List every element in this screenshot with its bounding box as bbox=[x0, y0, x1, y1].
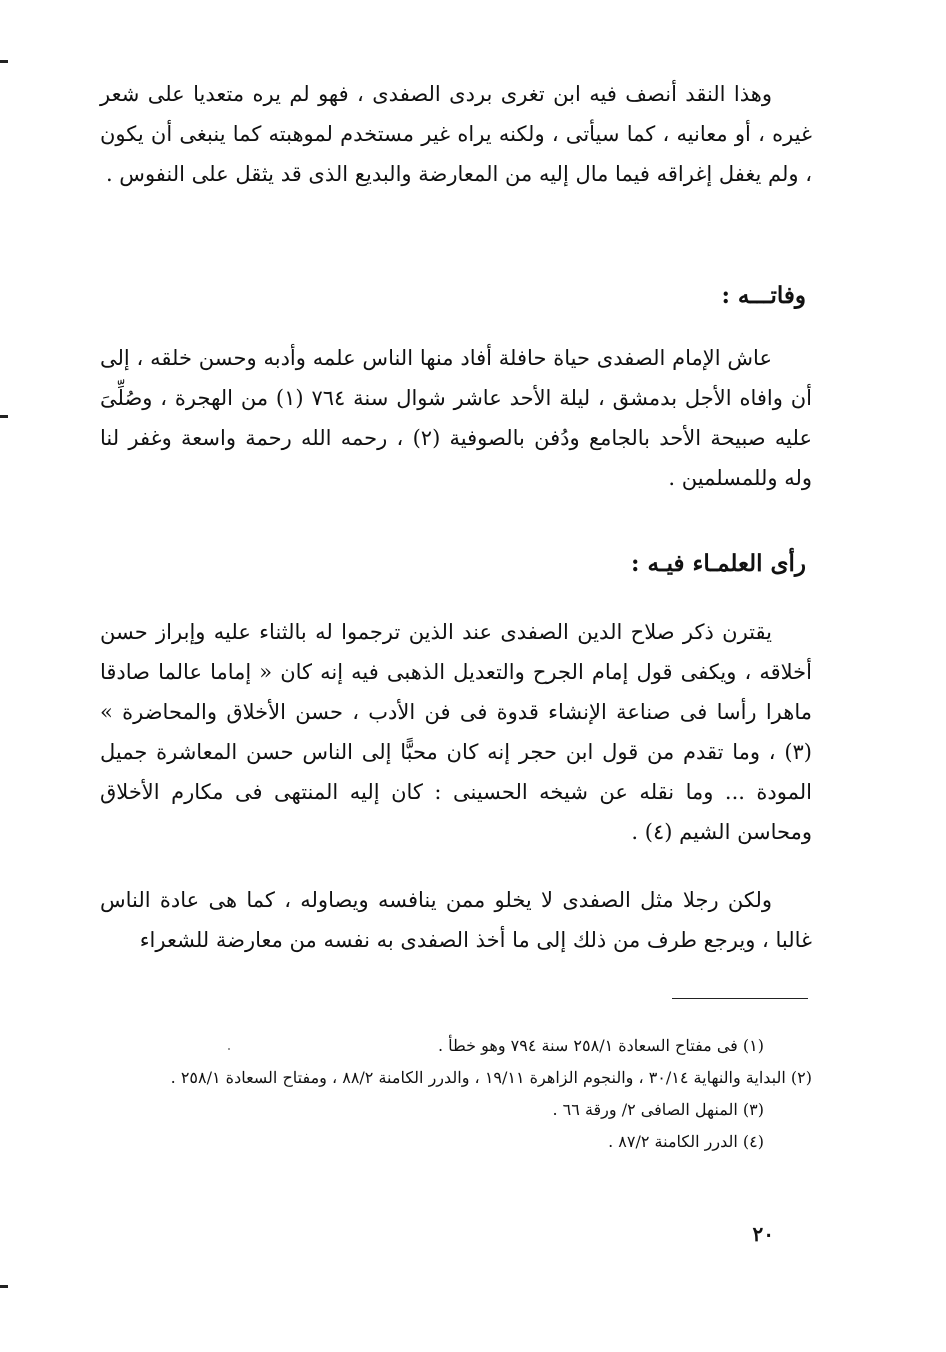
scan-margin-mark bbox=[0, 1285, 8, 1288]
page-number: ٢٠ bbox=[752, 1222, 774, 1246]
paragraph-criticism bbox=[100, 74, 812, 194]
paragraph-scholars-opinion bbox=[100, 612, 812, 852]
paragraph-text: ولكن رجلا مثل الصفدى لا يخلو ممن ينافسه ويصاوله ، كما هى عادة الناس غالبا ، ويرجع طرف من ذلك إلى ما أخذ الصفدى به نفسه من معارضة للشعراء bbox=[100, 888, 812, 952]
paragraph-text: عاش الإمام الصفدى حياة حافلة أفاد منها الناس علمه وأدبه وحسن خلقه ، إلى أن وافاه الأجل بدمشق ، ليلة الأحد عاشر شوال سنة ٧٦٤ (١) من الهجرة ، وصُلِّىَ عليه صبيحة الأحد بالجامع ودُفن بالصوفية (٢) ، رحمه الله رحمة واسعة وغفر لنا وله وللمسلمين . bbox=[100, 346, 812, 490]
paragraph-text: وهذا النقد أنصف فيه ابن تغرى بردى الصفدى ، فهو لم يره متعديا على شعر غيره ، أو معانيه ، كما سيأتى ، ولكنه يراه غير مستخدم لموهبته كما ينبغى أن يكون ، ولم يغفل إغراقه فيما مال إليه من المعارضة والبديع الذى قد يثقل على النفوس . bbox=[100, 82, 812, 186]
footnote-3: (٣) المنهل الصافى ٢/ ورقة ٦٦ . bbox=[552, 1100, 764, 1119]
heading-death: وفاتـــه : bbox=[721, 282, 806, 309]
scan-margin-mark bbox=[0, 415, 8, 418]
paragraph-death bbox=[100, 338, 812, 498]
footnote-2: (٢) البداية والنهاية ٣٠/١٤ ، والنجوم الزاهرة ١٩/١١ ، والدرر الكامنة ٨٨/٢ ، ومفتاح السعادة ٢٥٨/١ . bbox=[170, 1068, 812, 1087]
footnotes bbox=[108, 1030, 812, 1158]
paragraph-text: يقترن ذكر صلاح الدين الصفدى عند الذين ترجموا له بالثناء عليه وإبراز حسن أخلاقه ، ويكفى قول إمام الجرح والتعديل الذهبى فيه إنه كان « إماما عالما صادقا ماهرا رأسا فى صناعة الإنشاء قدوة فى فن الأدب ، حسن الأخلاق والمحاضرة » (٣) ، وما تقدم من قول ابن حجر إنه كان محبًّا إلى الناس حسن المعاشرة جميل المودة ... وما نقله عن شيخه الحسينى : كان إليه المنتهى فى مكارم الأخلاق ومحاسن الشيم (٤) . bbox=[100, 620, 812, 844]
footnote-1: (١) فى مفتاح السعادة ٢٥٨/١ سنة ٧٩٤ وهو خطأ . bbox=[437, 1036, 764, 1055]
footnote-4: (٤) الدرر الكامنة ٨٧/٢ . bbox=[608, 1132, 764, 1151]
paragraph-rivals bbox=[100, 880, 812, 960]
footnote-separator bbox=[672, 998, 808, 999]
scan-margin-mark bbox=[0, 60, 8, 63]
heading-scholars-opinion: رأى العلمـاء فيـه : bbox=[631, 550, 806, 577]
